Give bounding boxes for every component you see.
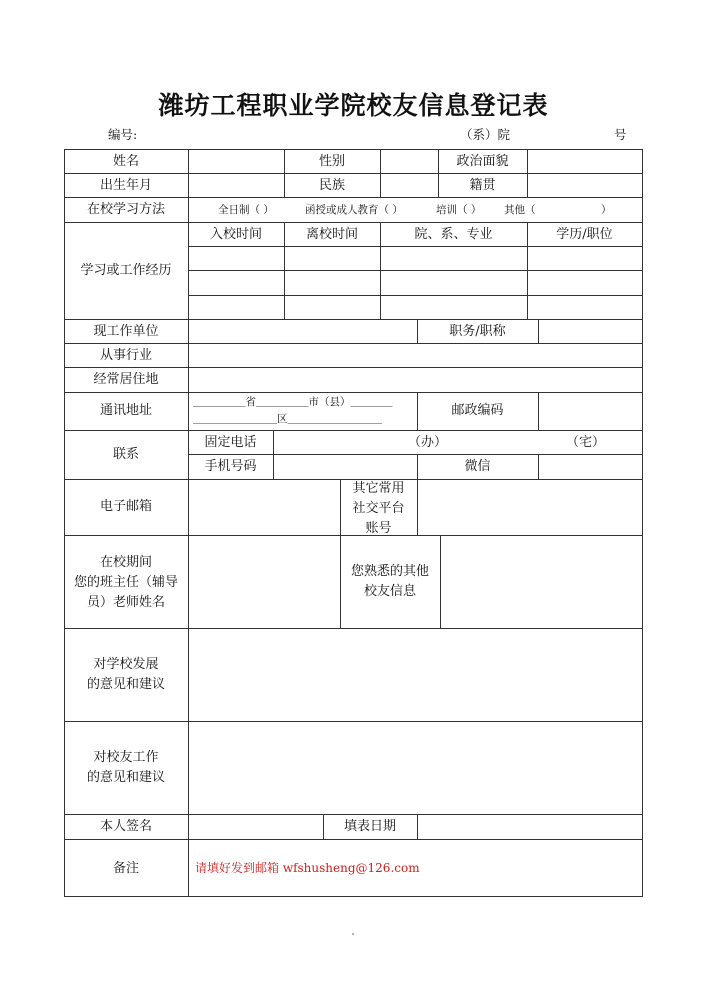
- email-label: 电子邮箱: [99, 499, 152, 514]
- page-dot: [352, 933, 354, 935]
- contact-label: 联系: [112, 447, 139, 462]
- study-method-label: 在校学习方法: [86, 202, 165, 217]
- remarks-label: 备注: [112, 861, 139, 876]
- signature-label: 本人签名: [99, 819, 152, 834]
- dept-label: （系）院: [460, 127, 511, 142]
- alumni-advice-label: 对校友工作 的意见和建议: [86, 750, 165, 785]
- ethnic-label: 民族: [318, 178, 345, 193]
- number-label: 编号:: [108, 127, 138, 142]
- address-label: 通讯地址: [99, 403, 152, 418]
- gender-label: 性别: [318, 154, 345, 169]
- other-option-close: ）: [601, 204, 612, 216]
- correspondence-option[interactable]: 函授或成人教育（ ）: [305, 204, 403, 216]
- office-label: （办）: [408, 435, 448, 450]
- position-label: 职务/职称: [449, 324, 506, 339]
- history-col-leave: 离校时间: [305, 227, 358, 242]
- native-label: 籍贯: [469, 178, 496, 193]
- employer-label: 现工作单位: [93, 324, 159, 339]
- address-line-1[interactable]: ＿＿＿＿＿省＿＿＿＿＿市（县）＿＿＿＿: [193, 396, 393, 408]
- other-option[interactable]: 其他（: [504, 204, 536, 216]
- wechat-label: 微信: [464, 459, 491, 474]
- name-label: 姓名: [112, 154, 139, 169]
- history-col-major: 院、系、专业: [414, 227, 493, 242]
- birth-label: 出生年月: [99, 178, 152, 193]
- residence-label: 经常居住地: [93, 372, 159, 387]
- landline-label: 固定电话: [204, 435, 257, 450]
- no-label: 号: [614, 127, 627, 142]
- page-title: 潍坊工程职业学院校友信息登记表: [158, 91, 549, 120]
- remarks-note: 请填好发到邮箱 wfshusheng@126.com: [195, 861, 420, 875]
- mobile-label: 手机号码: [204, 459, 257, 474]
- school-advice-label: 对学校发展 的意见和建议: [86, 657, 165, 692]
- industry-label: 从事行业: [99, 348, 152, 363]
- date-label: 填表日期: [343, 819, 396, 834]
- teacher-label: 在校期间 您的班主任（辅导 员）老师姓名: [73, 555, 178, 610]
- home-label: （宅）: [566, 435, 606, 450]
- history-col-degree: 学历/职位: [556, 227, 613, 242]
- training-option[interactable]: 培训（ ）: [436, 204, 482, 216]
- history-col-enter: 入校时间: [209, 227, 262, 242]
- address-line-2[interactable]: ＿＿＿＿＿＿＿＿区＿＿＿＿＿＿＿＿＿: [193, 413, 382, 425]
- political-label: 政治面貌: [456, 154, 509, 169]
- other-alumni-label: 您熟悉的其他 校友信息: [350, 564, 429, 599]
- postcode-label: 邮政编码: [451, 403, 504, 418]
- fulltime-option[interactable]: 全日制（ ）: [218, 204, 274, 216]
- social-label: 其它常用 社交平台 账号: [352, 481, 405, 536]
- history-label: 学习或工作经历: [80, 263, 172, 278]
